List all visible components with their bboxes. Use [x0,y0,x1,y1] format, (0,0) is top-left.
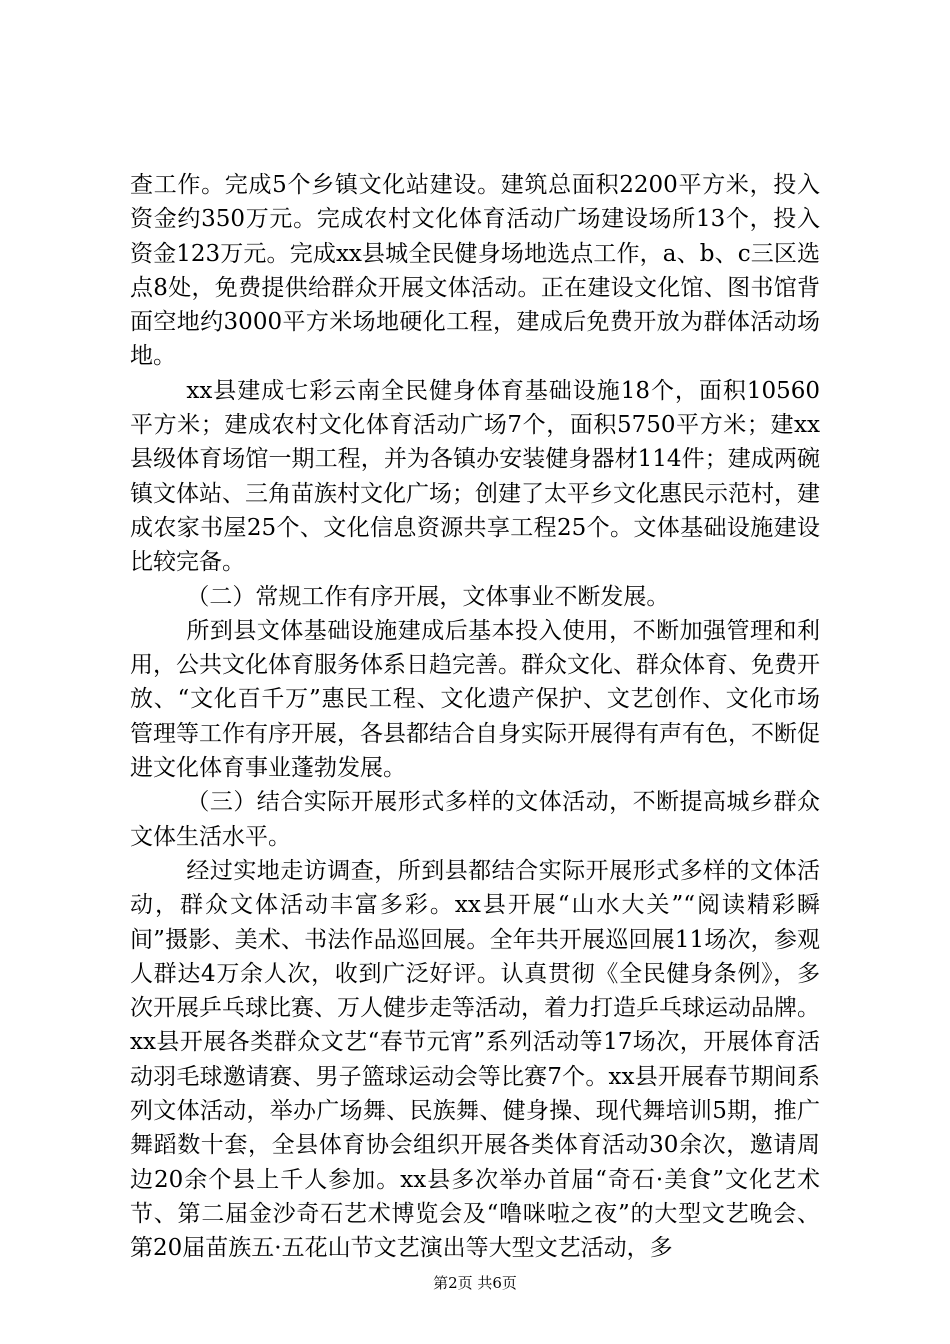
paragraph-routine-work: 所到县文体基础设施建成后基本投入使用，不断加强管理和利用，公共文化体育服务体系日趋完善。群众文化、群众体育、免费开放、“文化百千万”惠民工程、文化遗产保护、文艺创作、文化市场管理等工作有序开展，各县都结合自身实际开展得有声有色，不断促进文化体育事业蓬勃发展。 [130,617,820,782]
section-heading-2: （二）常规工作有序开展，文体事业不断发展。 [186,583,670,610]
paragraph-continuation: 查工作。完成5个乡镇文化站建设。建筑总面积2200平方米，投入资金约350万元。完成农村文化体育活动广场建设场所13个，投入资金123万元。完成xx县城全民健身场地选点工作，a、b、c三区选点8处，免费提供给群众开展文体活动。正在建设文化馆、图书馆背面空地约3000平方米场地硬化工程，建成后免费开放为群体活动场地。 [130,172,820,370]
paragraph-facilities: xx县建成七彩云南全民健身体育基础设施18个，面积10560平方米；建成农村文化体育活动广场7个，面积5750平方米；建xx县级体育场馆一期工程，并为各镇办安装健身器材114件；建成两碗镇文体站、三角苗族村文化广场；创建了太平乡文化惠民示范村，建成农家书屋25个、文化信息资源共享工程25个。文体基础设施建设比较完备。 [130,377,820,576]
page-number-footer: 第2页 共6页 [433,1274,517,1292]
document-body [130,168,820,1266]
section-heading-3: （三）结合实际开展形式多样的文体活动，不断提高城乡群众文体生活水平。 [130,789,820,850]
paragraph-activities: 经过实地走访调查，所到县都结合实际开展形式多样的文体活动，群众文体活动丰富多彩。xx县开展“山水大关”“阅读精彩瞬间”摄影、美术、书法作品巡回展。全年共开展巡回展11场次，参观人群达4万余人次，收到广泛好评。认真贯彻《全民健身条例》，多次开展乒乓球比赛、万人健步走等活动，着力打造乒乓球运动品牌。xx县开展各类群众文艺“春节元宵”系列活动等17场次，开展体育活动羽毛球邀请赛、男子篮球运动会等比赛7个。xx县开展春节期间系列文体活动，举办广场舞、民族舞、健身操、现代舞培训5期，推广舞蹈数十套，全县体育协会组织开展各类体育活动30余次，邀请周边20余个县上千人参加。xx县多次举办首届“奇石·美食”文化艺术节、第二届金沙奇石艺术博览会及“噜咪啦之夜”的大型文艺晚会、第20届苗族五·五花山节文艺演出等大型文艺活动，多 [130,857,820,1262]
